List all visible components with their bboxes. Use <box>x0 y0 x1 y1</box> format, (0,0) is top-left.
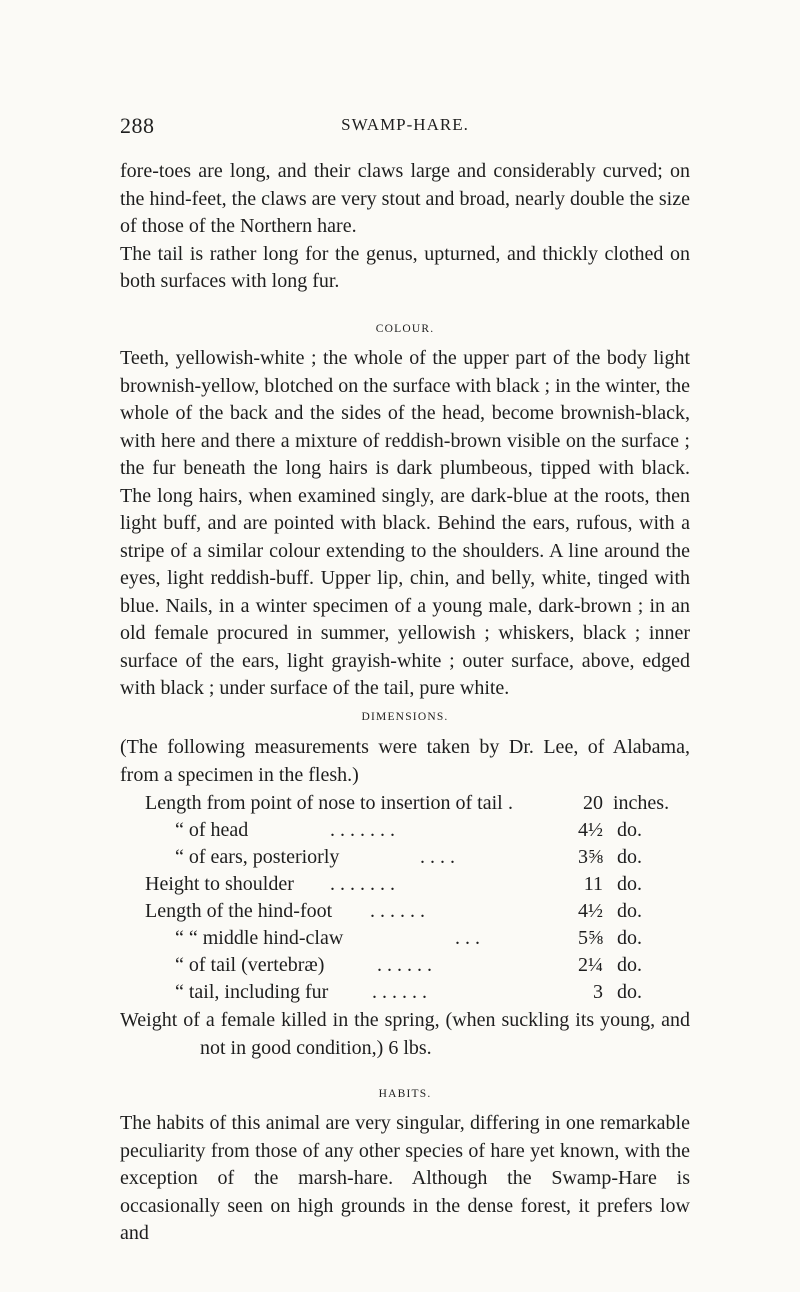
measurement-value: 3 <box>593 981 603 1003</box>
measurement-leader: . . . . . . <box>377 954 432 976</box>
page-header <box>120 113 690 143</box>
measurement-row <box>0 979 800 1006</box>
dimensions-intro <box>120 734 690 789</box>
measurement-row <box>0 898 800 925</box>
habits-section <box>120 1110 690 1248</box>
measurement-label: “ of head <box>175 819 249 841</box>
intro-section <box>120 158 690 296</box>
measurement-label: “ tail, including fur <box>175 981 329 1003</box>
measurement-leader: . . . . . . . <box>330 873 395 895</box>
measurement-leader: . . . . . . <box>372 981 427 1003</box>
measurement-row <box>0 925 800 952</box>
measurement-unit: do. <box>617 900 642 922</box>
section-heading-habits: HABITS. <box>378 1088 432 1100</box>
measurement-label: Height to shoulder <box>145 873 294 895</box>
measurement-unit: do. <box>617 927 642 949</box>
measurement-row <box>0 844 800 871</box>
weight-line-1: Weight of a female killed in the spring, (when suckling its young, and <box>120 1009 690 1031</box>
measurement-row <box>0 790 800 817</box>
measurement-label: “ of tail (vertebræ) <box>175 954 325 976</box>
measurement-leader: . . . . <box>420 846 455 868</box>
colour-section <box>120 345 690 703</box>
measurement-unit: inches. <box>613 792 670 814</box>
measurement-value: 20 <box>583 792 603 814</box>
measurement-value: 4½ <box>578 900 603 922</box>
measurement-leader: . . . . . . <box>370 900 425 922</box>
paragraph-habits: The habits of this animal are very singular, differing in one remarkable peculiarity from those of any other species of hare yet known, with the exception of the marsh-hare. Although the Swamp-Hare is occasionally seen on high grounds in the dense forest, it prefers low and <box>120 1112 690 1244</box>
measurement-value: 3⅝ <box>578 846 603 868</box>
measurement-value: 4½ <box>578 819 603 841</box>
measurement-unit: do. <box>617 954 642 976</box>
paragraph-dimensions-intro: (The following measurements were taken by Dr. Lee, of Alabama, from a specimen in the flesh.) <box>120 736 690 786</box>
paragraph-colour: Teeth, yellowish-white ; the whole of the upper part of the body light brownish-yellow, blotched on the surface with black ; in the winter, the whole of the back and the sides of the head, become brownish-black, with here and there a mixture of reddish-brown visible on the surface ; the fur beneath the long hairs is dark plumbeous, tipped with black. The long hairs, when examined singly, are dark-blue at the roots, then light buff, and are pointed with black. Behind the ears, rufous, with a stripe of a similar colour extending to the shoulders. A line around the eyes, light reddish-buff. Upper lip, chin, and belly, white, tinged with blue. Nails, in a winter specimen of a young male, dark-brown ; in an old female procured in summer, yellowish ; whiskers, black ; inner surface of the ears, light grayish-white ; outer surface, above, edged with black ; under surface of the tail, pure white. <box>120 347 690 699</box>
measurement-label: “ of ears, posteriorly <box>175 846 340 868</box>
measurement-row <box>0 871 800 898</box>
measurement-label: Length of the hind-foot <box>145 900 333 922</box>
measurement-leader: . . . <box>455 927 480 949</box>
measurement-row <box>0 952 800 979</box>
weight-note <box>120 1007 690 1062</box>
section-heading-colour: COLOUR. <box>375 323 435 335</box>
weight-line-2: not in good condition,) 6 lbs. <box>200 1036 432 1059</box>
measurement-value: 5⅝ <box>578 927 603 949</box>
page-number: 288 <box>120 113 155 138</box>
paragraph-tail: The tail is rather long for the genus, upturned, and thickly clothed on both surfaces with long fur. <box>120 242 690 292</box>
measurement-unit: do. <box>617 819 642 841</box>
measurement-label: Length from point of nose to insertion of tail <box>145 792 503 814</box>
measurement-unit: do. <box>617 981 642 1003</box>
measurement-unit: do. <box>617 873 642 895</box>
paragraph-fore-toes: fore-toes are long, and their claws large and considerably curved; on the hind-feet, the claws are very stout and broad, nearly double the size of those of the Northern hare. <box>120 160 690 237</box>
measurement-unit: do. <box>617 846 642 868</box>
running-head: SWAMP-HARE. <box>341 115 469 134</box>
measurement-leader: . . . . . . . <box>330 819 395 841</box>
measurement-leader: . <box>508 792 513 814</box>
measurement-value: 2¼ <box>578 954 603 976</box>
measurement-label: “ “ middle hind-claw <box>175 927 344 949</box>
section-heading-dimensions: DIMENSIONS. <box>361 711 449 723</box>
measurement-value: 11 <box>583 873 603 895</box>
measurement-row <box>0 817 800 844</box>
